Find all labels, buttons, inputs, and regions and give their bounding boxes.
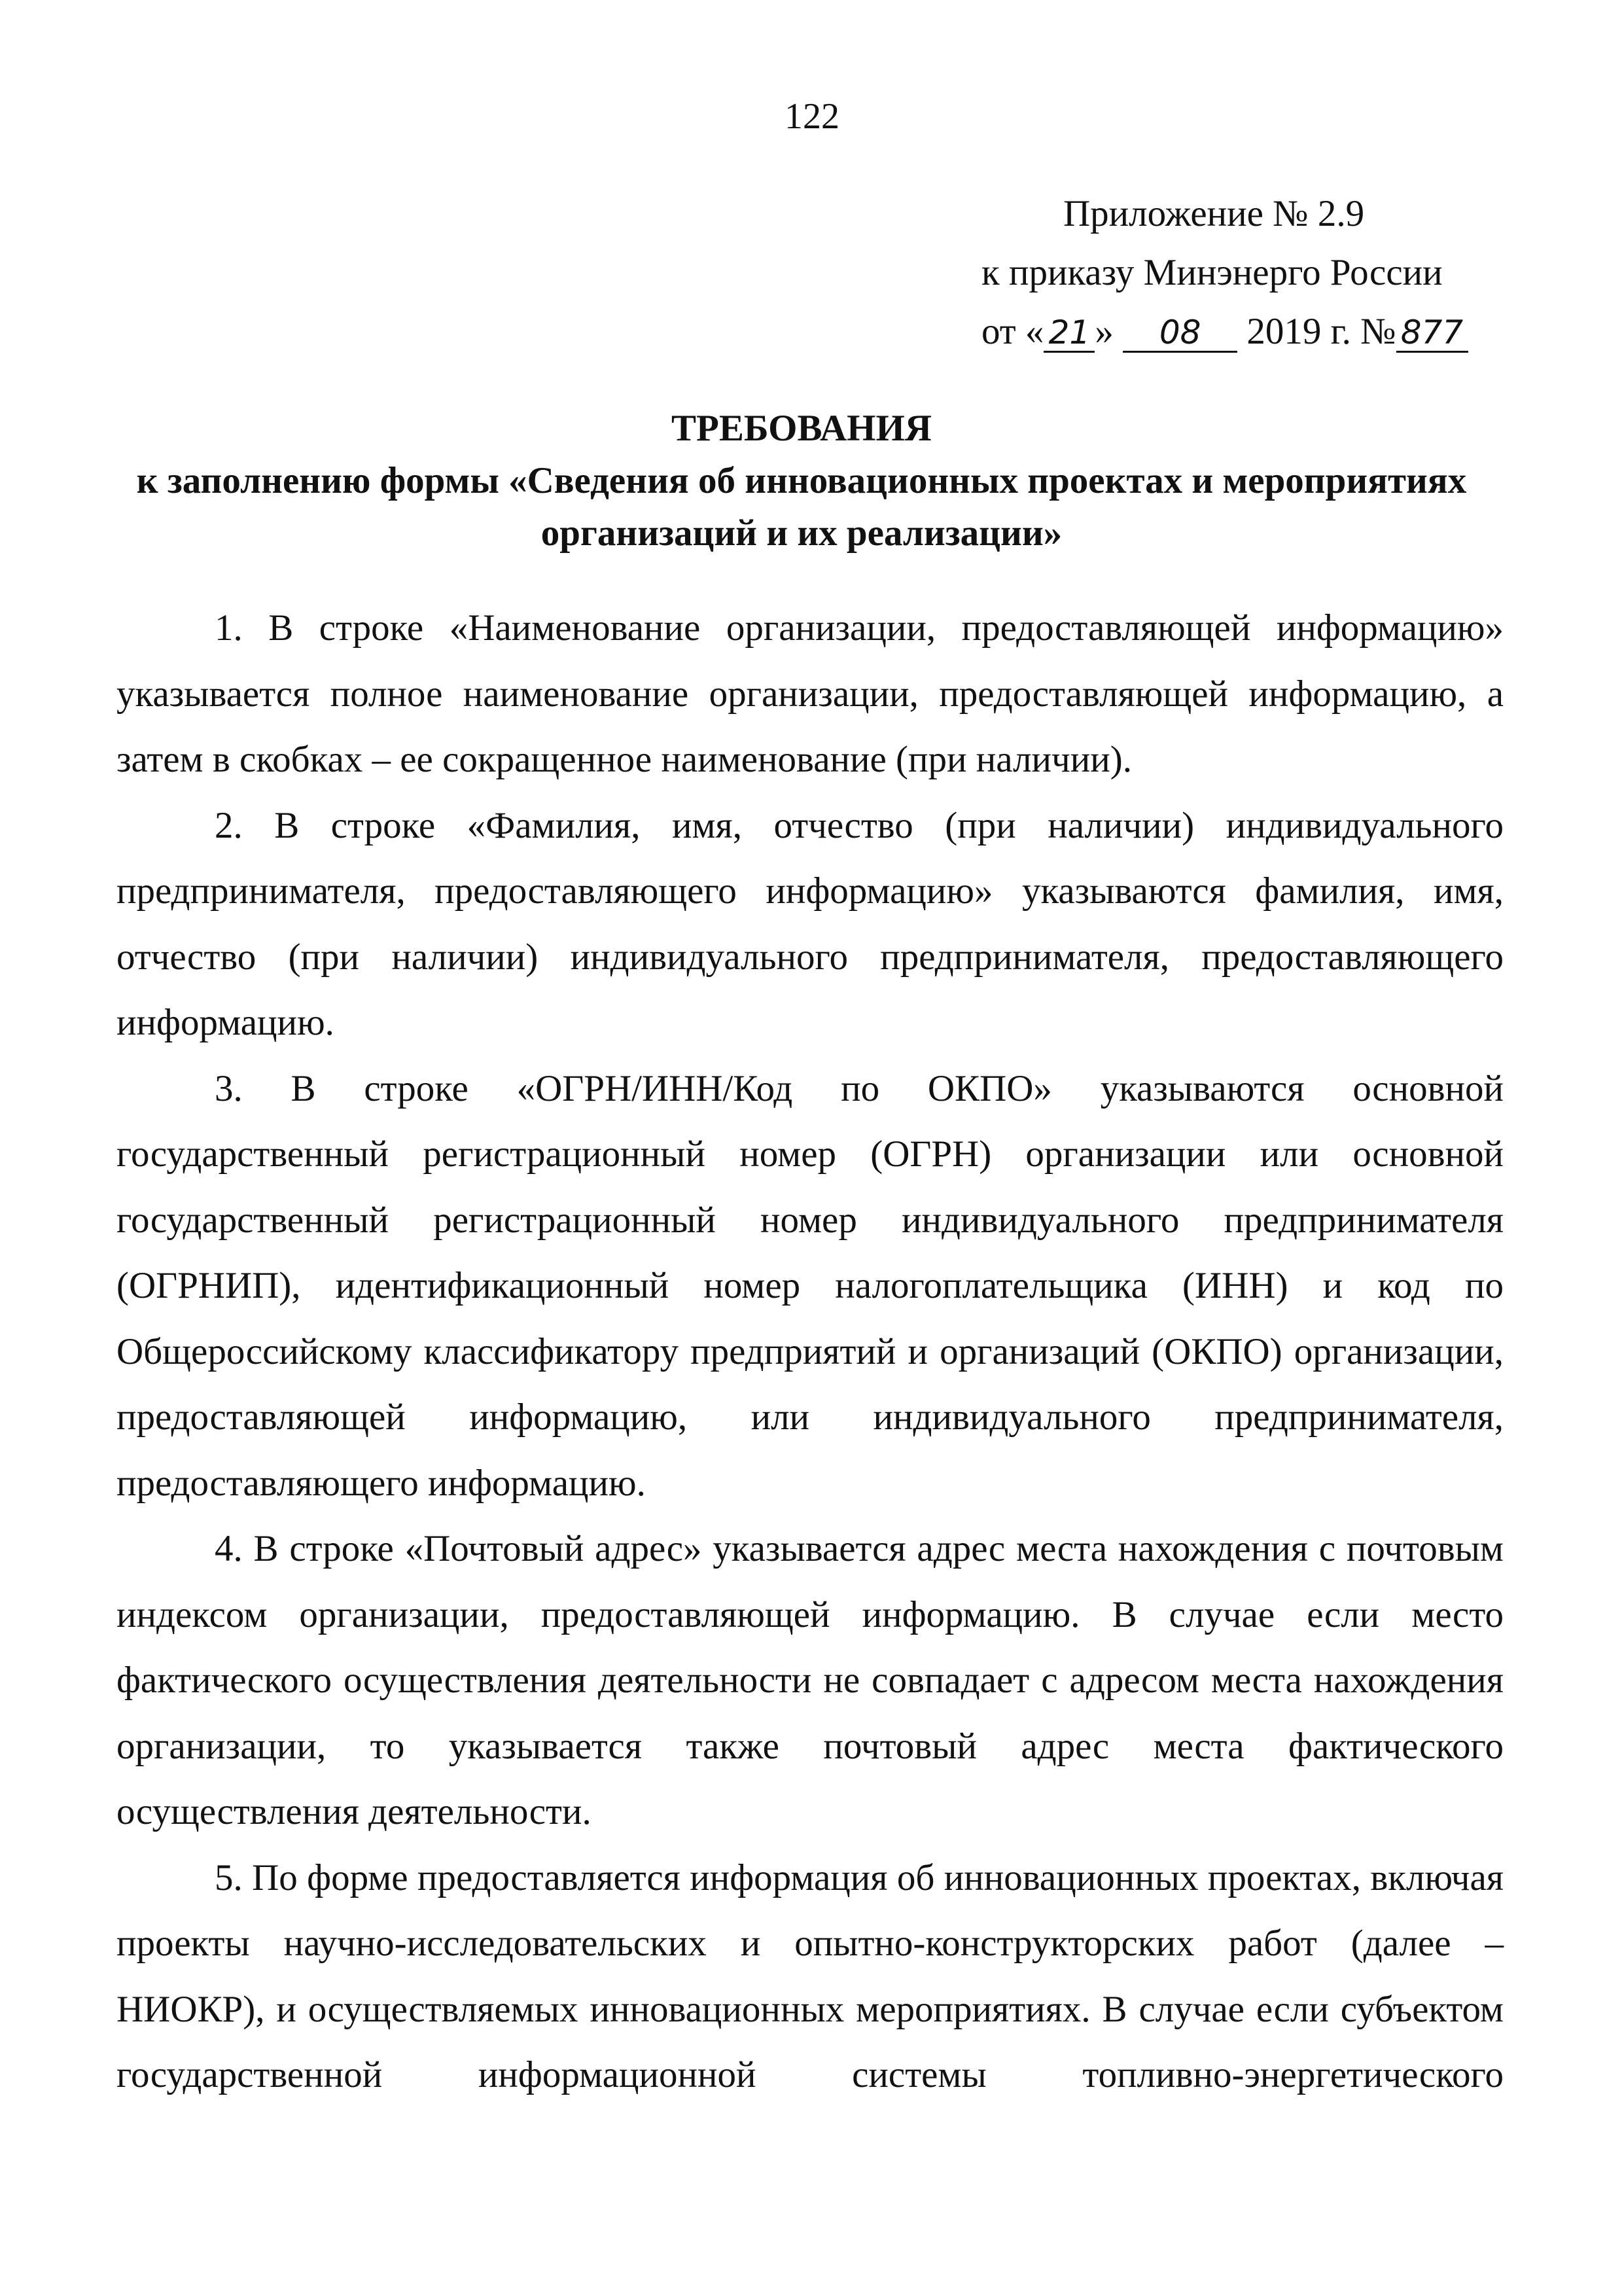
- appendix-title: Приложение № 2.9: [1063, 193, 1365, 234]
- document-subtitle-line1: к заполнению формы «Сведения об инновационных проектах и мероприятиях: [136, 460, 1467, 501]
- page-number: 122: [785, 96, 839, 137]
- paragraph-2: 2. В строке «Фамилия, имя, отчество (при наличии) индивидуального предпринимателя, предоставляющего информацию» указываются фамилия, имя, отчество (при наличии) индивидуального предпринимателя, предоставляющего информацию.: [116, 804, 1504, 1043]
- date-prefix: от «: [981, 311, 1044, 352]
- date-mid: »: [1095, 311, 1123, 352]
- paragraph-3: 3. В строке «ОГРН/ИНН/Код по ОКПО» указываются основной государственный регистрационный номер (ОГРН) организации или основной государственный регистрационный номер индивидуального предпринимателя (ОГРНИП), идентификационный номер налогоплательщика (ИНН) и код по Общероссийскому классификатору предприятий и организаций (ОКПО) организации, предоставляющей информацию, или индивидуального предпринимателя, предоставляющего информацию.: [116, 1067, 1504, 1504]
- paragraph-1: 1. В строке «Наименование организации, предоставляющей информацию» указывается полное наименование организации, предоставляющей информацию, а затем в скобках – ее сокращенное наименование (при наличии).: [116, 607, 1504, 780]
- appendix-date-line: [981, 302, 1570, 361]
- handwritten-day: 21: [1044, 314, 1095, 353]
- paragraph-4: 4. В строке «Почтовый адрес» указывается адрес места нахождения с почтовым индексом организации, предоставляющей информацию. В случае если место фактического осуществления деятельности не совпадает с адресом места нахождения организации, то указывается также почтовый адрес места фактического осуществления деятельности.: [116, 1528, 1504, 1832]
- date-year: 2019 г. №: [1237, 311, 1396, 352]
- document-body: [116, 596, 1504, 2108]
- document-title: ТРЕБОВАНИЯ: [671, 408, 932, 449]
- appendix-header: [981, 185, 1570, 361]
- paragraph-5: 5. По форме предоставляется информация об инновационных проектах, включая проекты научно-исследовательских и опытно-конструкторских работ (далее – НИОКР), и осуществляемых инновационных мероприятиях. В случае если субъектом государственной информационной системы топливно-энергетического: [116, 1857, 1504, 2095]
- document-subtitle-line2: организаций и их реализации»: [540, 512, 1063, 554]
- document-heading: [105, 402, 1498, 560]
- handwritten-month: 08: [1123, 314, 1237, 353]
- appendix-order-reference: к приказу Минэнерго России: [981, 252, 1443, 293]
- handwritten-order-number: 877: [1396, 314, 1468, 353]
